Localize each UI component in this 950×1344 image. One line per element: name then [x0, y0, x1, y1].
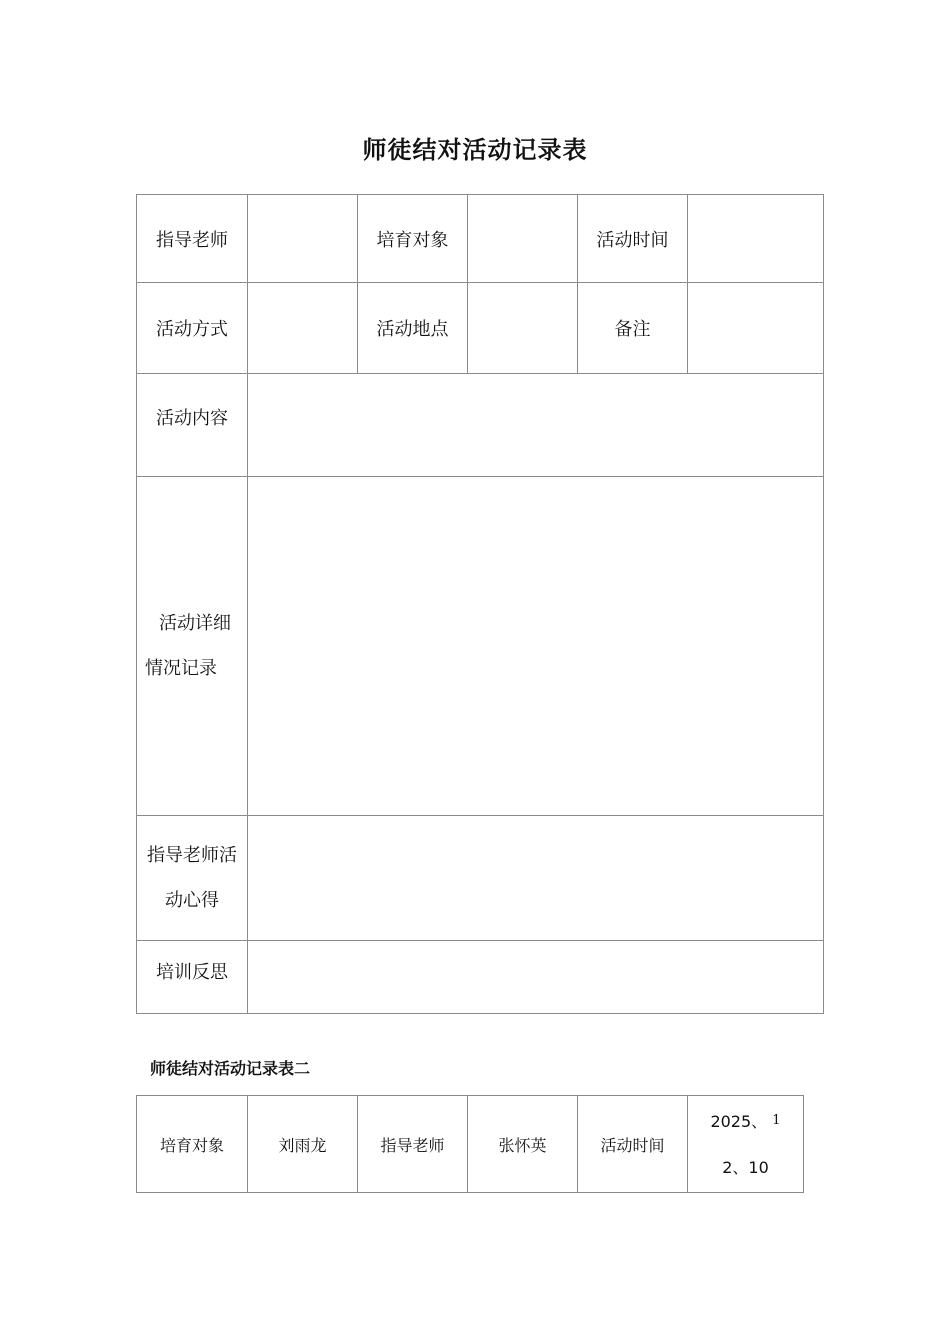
form-title: 师徒结对活动记录表: [362, 135, 588, 164]
activity-date-line1: [688, 1098, 803, 1145]
trainee-label: 培育对象: [137, 1096, 248, 1193]
activity-content-label-text: 活动内容: [156, 408, 228, 429]
trainee-label: [358, 195, 468, 283]
activity-detail-label-line1: 活动详细: [159, 613, 231, 634]
trainee-label-text: 培育对象: [376, 229, 449, 251]
activity-record-table-two: [136, 1095, 804, 1193]
activity-date-line2: 2、10: [722, 1157, 769, 1177]
activity-content-field[interactable]: [248, 374, 824, 477]
mentor-name: 张怀英: [468, 1096, 578, 1193]
activity-detail-label: [137, 477, 248, 816]
activity-record-table: [136, 194, 824, 1014]
form2-title: 师徒结对活动记录表二: [150, 1059, 311, 1078]
activity-time-label: [578, 195, 688, 283]
activity-place-label-text: 活动地点: [376, 319, 449, 340]
training-reflection-label: [137, 941, 248, 1014]
activity-mode-field[interactable]: [248, 283, 358, 374]
activity-detail-field[interactable]: [248, 477, 824, 816]
trainee-field[interactable]: [468, 195, 578, 283]
activity-place-field[interactable]: [468, 283, 578, 374]
mentor-label-text: 指导老师: [156, 229, 228, 251]
mentor-insight-label-line1: 指导老师活: [147, 845, 237, 866]
activity-place-label: [358, 283, 468, 374]
activity-time-label-text: 活动时间: [596, 229, 669, 251]
training-reflection-label-text: 培训反思: [156, 962, 228, 983]
activity-date-line1-tail: 1: [772, 1112, 781, 1128]
note-label: [578, 283, 688, 374]
activity-detail-label-line2: 情况记录: [145, 658, 217, 679]
note-field[interactable]: [688, 283, 824, 374]
mentor-label: [137, 195, 248, 283]
activity-date: [688, 1096, 804, 1193]
activity-mode-label: [137, 283, 248, 374]
mentor-label: 指导老师: [358, 1096, 468, 1193]
mentor-field[interactable]: [248, 195, 358, 283]
mentor-insight-label: [137, 816, 248, 941]
activity-date-line1-main: 2025、: [710, 1111, 768, 1131]
trainee-name: 刘雨龙: [248, 1096, 358, 1193]
mentor-insight-label-line2: 动心得: [165, 890, 219, 911]
mentor-insight-field[interactable]: [248, 816, 824, 941]
activity-time-field[interactable]: [688, 195, 824, 283]
activity-time-label: 活动时间: [578, 1096, 688, 1193]
activity-mode-label-text: 活动方式: [156, 319, 228, 340]
activity-content-label: [137, 374, 248, 477]
training-reflection-field[interactable]: [248, 941, 824, 1014]
note-label-text: 备注: [614, 319, 651, 340]
